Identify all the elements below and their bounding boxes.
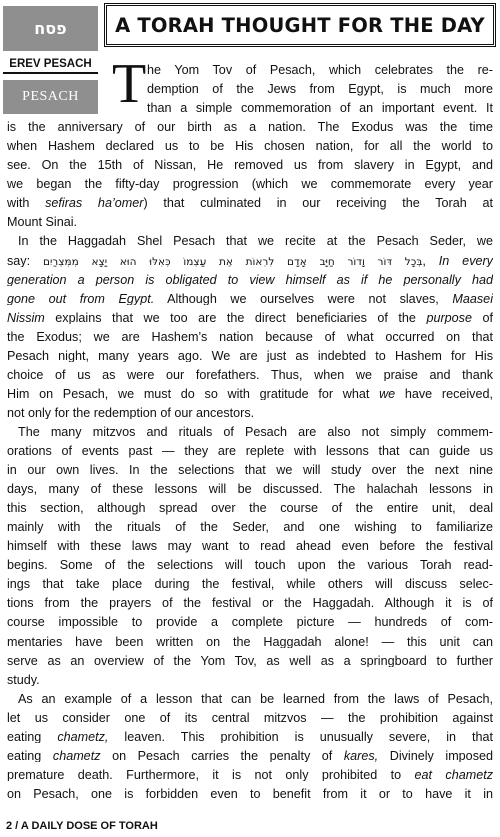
text-span: the Exodus; we are Hashem’s nation because of what occurred on that (7, 330, 493, 344)
text-span: see. On the 15th of Nissan, He removed us from slavery in Egypt, and (7, 159, 493, 172)
text-span: is the anniversary of our birth as a nation. The Exodus was the time (7, 121, 493, 134)
text-line (7, 293, 493, 306)
text-line (7, 731, 493, 744)
text-line (7, 369, 493, 382)
text-line (147, 102, 493, 115)
text-line (7, 559, 493, 572)
text-line (7, 597, 493, 610)
text-line (7, 350, 493, 363)
page-footer: 2 / A DAILY DOSE OF TORAH (6, 820, 158, 832)
text-span: ings that take place during the festival, while others will discuss selec- (7, 578, 493, 591)
text-span: course impossible to provide a complete picture — hundreds of com- (7, 616, 493, 630)
text-span: eating (7, 730, 58, 744)
text-span: in our own lives. In the selections that we will study over the next nine (7, 464, 493, 477)
text-span: begins. Some of the selections will touch upon the various Torah read- (7, 559, 493, 572)
italic-text: eat chametz (414, 768, 493, 782)
text-line (7, 216, 493, 229)
italic-text: sefiras ha’omer (45, 197, 144, 210)
text-span: In the Haggadah Shel Pesach that we recite at the Pesach Seder, we (18, 235, 493, 249)
italic-text: purpose (426, 311, 472, 325)
text-line (7, 121, 493, 134)
text-span: have received, (395, 387, 493, 401)
italic-text: gone out from Egypt. (7, 292, 155, 306)
text-span: leaven. This prohibition is unusually severe, in that (108, 730, 493, 744)
text-line (7, 140, 493, 153)
text-line (7, 788, 493, 801)
text-line (7, 312, 493, 325)
italic-text: kares, (343, 749, 379, 763)
text-span: The many mitzvos and rituals of Pesach are also not simply commem- (18, 425, 493, 439)
text-span: Him on Pesach, we must do so with gratitude for what (7, 387, 380, 401)
day-label: EREV PESACH (3, 58, 98, 74)
text-span: premature death. Furthermore, it is not only prohibited to (7, 768, 415, 782)
drop-cap: T (112, 53, 147, 115)
hebrew-holiday-label: פסח (34, 19, 67, 38)
text-span: let us consider one of its central mitzvos — the prohibition against (7, 711, 493, 725)
italic-text: Maasei (452, 292, 493, 306)
text-line (7, 464, 493, 477)
text-line (18, 426, 493, 439)
text-line (147, 64, 493, 77)
text-span: with (7, 197, 46, 210)
text-span: when Hashem declared us to be His chosen nation, for all the world to (7, 140, 493, 153)
text-span: study. (7, 673, 40, 687)
text-span: As an example of a lesson that can be learned from the laws of Pesach, (18, 692, 493, 706)
text-line (7, 407, 493, 420)
text-line (7, 445, 493, 458)
text-line (7, 578, 493, 591)
text-span: Mount Sinai. (7, 216, 78, 229)
text-line (7, 674, 493, 687)
text-line (7, 159, 493, 172)
text-line (7, 483, 493, 496)
text-line (7, 178, 493, 191)
text-span: say: (7, 254, 43, 268)
text-span: he Yom Tov of Pesach, which celebrates the re- (147, 64, 493, 77)
text-span: choice of us as were our forefathers. Thus, when we praise and thank (7, 368, 493, 382)
text-span: eating (7, 749, 53, 763)
text-span: orations of events past — they are replete with lessons that can guide us (7, 445, 493, 458)
italic-text: we (379, 387, 396, 401)
text-line (7, 197, 493, 210)
text-span: this section, although spread over the course of the entire unit, deal (7, 502, 493, 515)
text-span: we began the fifty-day progression (which we commemorate every year (7, 178, 493, 191)
text-span: himself with these laws may want to read ahead even before the festival (7, 540, 493, 553)
hebrew-quote: בְּכָל דּוֹר וָדוֹר חַיָּב אָדָם לִרְאוֹת אֶת עַצְמוֹ כְּאִלּוּ הוּא יָצָא מִמִּצְרַיִם (42, 255, 423, 268)
text-span: than a simple commemoration of an important event. It (147, 102, 493, 115)
text-span: days, many of these lessons will be discussed. The halachah lessons in (7, 483, 493, 496)
text-span: Divinely imposed (378, 749, 493, 763)
text-line (18, 235, 493, 248)
text-span: ) that culminated in our receiving the Torah at (143, 197, 493, 210)
text-line (7, 331, 493, 344)
text-line (7, 750, 493, 763)
text-line (7, 521, 493, 534)
text-span: explains that we too are the direct beneficiaries of the (44, 311, 427, 325)
text-line (18, 693, 493, 706)
text-line (7, 636, 493, 649)
text-span: Although we ourselves were not slaves, (154, 292, 453, 306)
text-line (7, 274, 493, 287)
text-line (147, 83, 493, 96)
section-tab (3, 80, 98, 114)
text-span: on Pesach, one is forbidden even to benefit from it or to have it in (7, 787, 493, 801)
text-line (7, 712, 493, 725)
hebrew-holiday-tab (3, 6, 98, 51)
text-span: demption of the Jews from Egypt, is much more (147, 83, 493, 96)
text-span: of (471, 311, 493, 325)
italic-text: chametz (52, 749, 101, 763)
page-title: A TORAH THOUGHT FOR THE DAY (104, 3, 496, 47)
text-line (7, 388, 493, 401)
text-line (7, 655, 493, 668)
text-span: on Pesach carries the penalty of (100, 749, 344, 763)
italic-text: In every (438, 254, 493, 268)
text-span: not only for the redemption of our ancestors. (7, 406, 255, 420)
text-span: mainly with the rituals of the Seder, and one wishing to familiarize (7, 521, 493, 534)
text-span: , (422, 254, 439, 268)
italic-text: Nissim (7, 311, 45, 325)
text-line (7, 255, 493, 268)
text-line (7, 769, 493, 782)
italic-text: generation a person is obligated to view himself as if he personally had (7, 273, 493, 287)
text-span: Pesach night, many years ago. We are just as indebted to Hashem for His (7, 349, 493, 363)
italic-text: chametz, (57, 730, 109, 744)
text-span: tions from the prayers of the festival or the Haggadah. Although it is of (7, 597, 493, 610)
text-line (7, 540, 493, 553)
text-span: mentaries have been written on the Haggadah alone! — this unit can (7, 635, 493, 649)
section-tab-label: PESACH (22, 89, 79, 104)
text-line (7, 616, 493, 629)
text-line (7, 502, 493, 515)
text-span: serve as an overview of the Yom Tov, as well as a springboard to further (7, 654, 493, 668)
